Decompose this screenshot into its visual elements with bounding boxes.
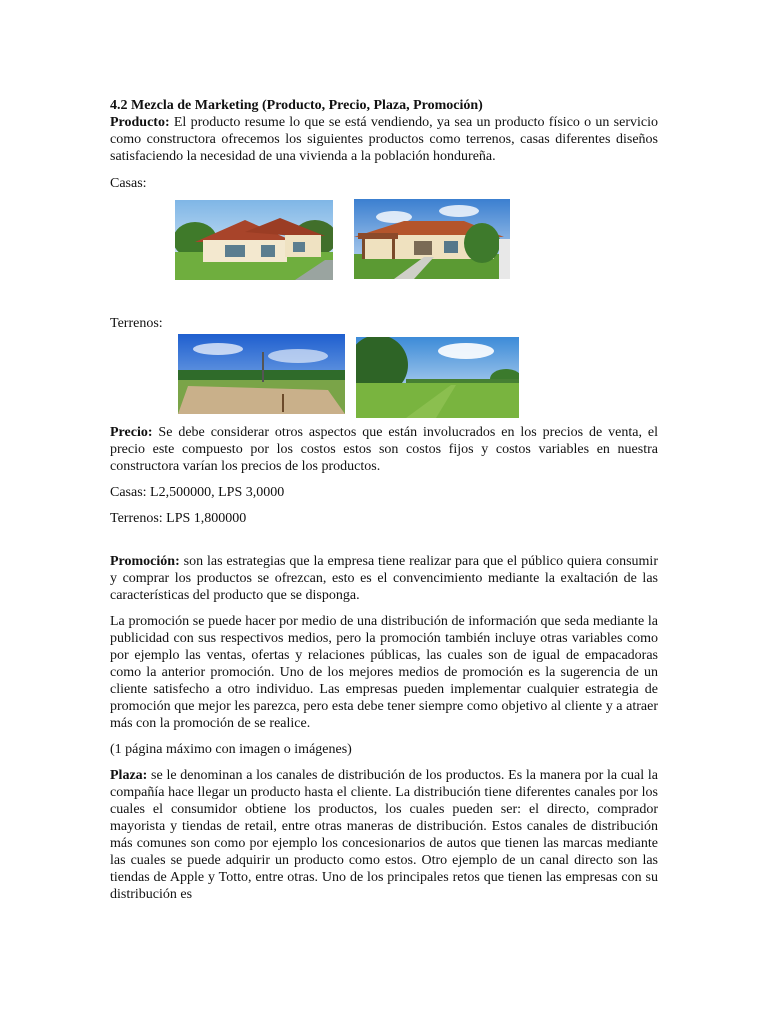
page-limit-note: (1 página máximo con imagen o imágenes)	[110, 742, 352, 757]
producto-paragraph	[110, 114, 658, 165]
producto-text: El producto resume lo que se está vendiendo, ya sea un producto físico o un servicio como constructora ofrecemos los siguientes productos como terrenos, casas diferentes diseños satisfaciendo la necesidad de una vivienda a la población hondureña.	[110, 115, 658, 164]
plaza-text: se le denominan a los canales de distribución de los productos. Es la manera por la cual la compañía hace llegar un producto hasta el cliente. La distribución tiene diferentes canales por los cuales el consumidor obtiene los productos, los cuales pueden ser: el directo, comprador mayorista y tiendas de retail, entre otras maneras de distribución. Estos canales de distribución más comunes son como por ejemplo los concesionarios de autos que tienen las marcas mediante las cuales se puede adquirir un producto como estos. Otro ejemplo de un canal directo son las tiendas de Apple y Totto, entre otras. Uno de los principales retos que tienen las empresas con su distribución es	[110, 768, 658, 902]
land-photo-2	[356, 337, 519, 418]
document-body-lower	[110, 424, 658, 903]
terrenos-price: Terrenos: LPS 1,800000	[110, 511, 247, 526]
casas-label: Casas:	[110, 176, 147, 191]
house-photo-1	[175, 200, 333, 280]
promocion-paragraph-2: La promoción se puede hacer por medio de una distribución de información que seda mediante la publicidad con sus respectivos medios, pero la promoción también incluye otras variables como por ejemplo las ventas, ofertas y relaciones públicas, las cuales son de igual de empacadoras como la anterior promoción. Uno de los mejores medios de promoción es la sugerencia de un cliente satisfecho a otro individuo. Las empresas pueden implementar cualquier estrategia de promoción que mejor les parezca, pero esta debe tener siempre como objetivo al cliente y a atraer más con la promoción de se realice.	[110, 614, 658, 731]
precio-text: Se debe considerar otros aspectos que están involucrados en los precios de venta, el precio este compuesto por los costos estos son costos fijos y costos variables en nuestra constructora varían los precios de los productos.	[110, 425, 658, 474]
casas-price: Casas: L2,500000, LPS 3,0000	[110, 485, 285, 500]
house-photo-2	[354, 199, 510, 279]
promocion-paragraph	[110, 553, 658, 604]
plaza-paragraph	[110, 767, 658, 903]
land-photo-1	[178, 334, 345, 414]
producto-label: Producto:	[110, 115, 170, 130]
plaza-label: Plaza:	[110, 768, 148, 783]
precio-label: Precio:	[110, 425, 153, 440]
terrenos-label: Terrenos:	[110, 316, 163, 331]
promocion-label: Promoción:	[110, 554, 180, 569]
document-body	[110, 97, 658, 165]
precio-paragraph	[110, 424, 658, 475]
section-heading: 4.2 Mezcla de Marketing (Producto, Precio, Plaza, Promoción)	[110, 98, 483, 113]
promocion-text: son las estrategias que la empresa tiene realizar para que el público quiera consumir y comprar los productos se ofrezcan, esto es el convencimiento mediante la exaltación de las características del producto que se disponga.	[110, 554, 658, 603]
